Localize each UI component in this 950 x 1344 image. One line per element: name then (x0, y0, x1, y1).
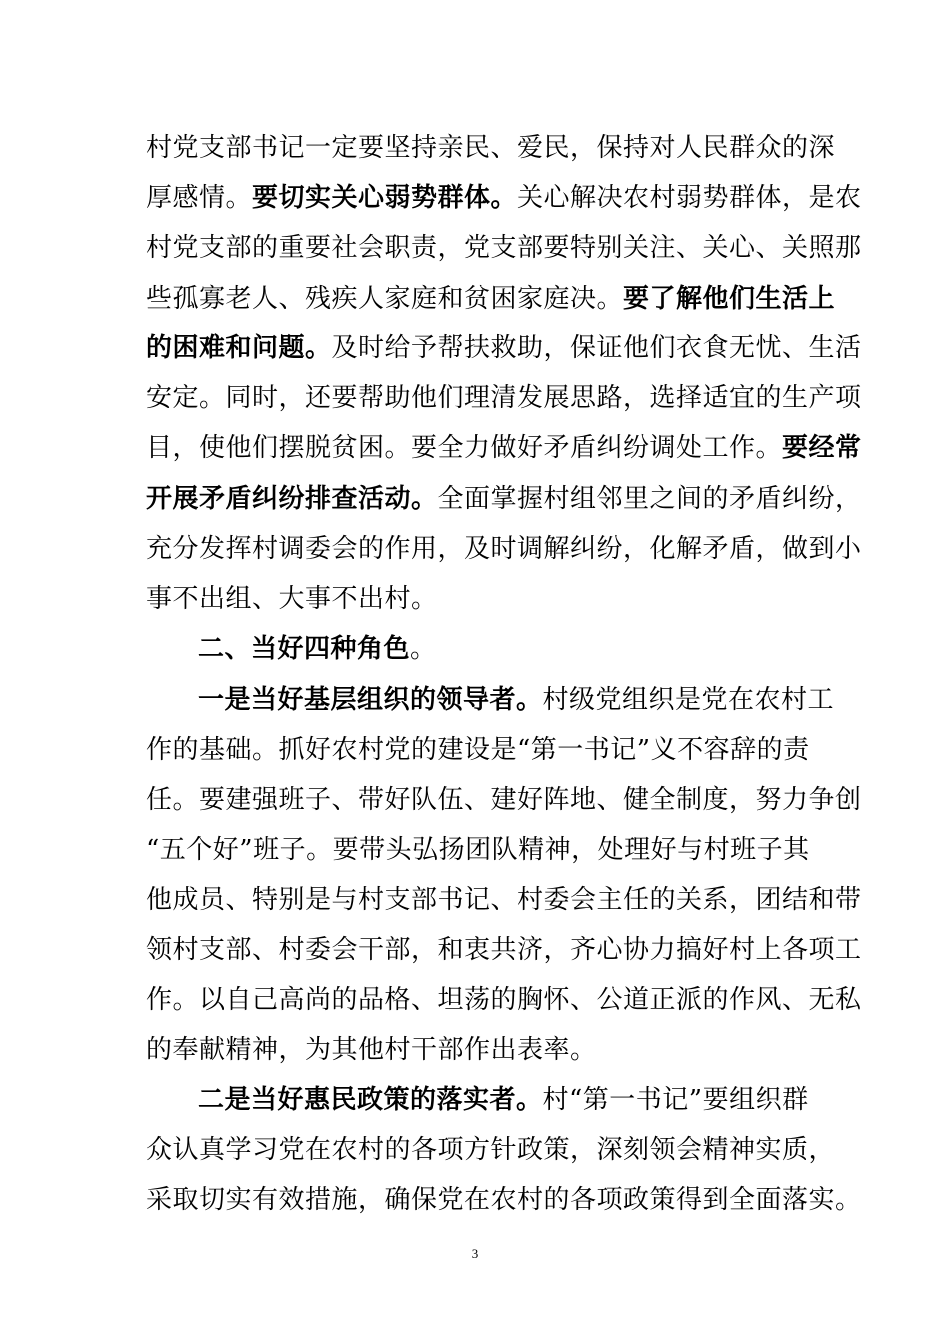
text-segment: 村党支部书记一定要坚持亲民、爱民，保持对人民群众的深 (146, 133, 836, 163)
text-line-9 (146, 532, 862, 566)
page-number: 3 (471, 1246, 479, 1261)
bold-text-segment: 一是当好基层组织的领导者。 (198, 685, 543, 715)
text-segment: 。 (410, 634, 437, 664)
text-line-5 (146, 331, 862, 365)
text-segment: 关心解决农村弱势群体，是农 (517, 183, 862, 213)
text-line-2 (146, 181, 862, 215)
text-segment: 目，使他们摆脱贫困。要全力做好矛盾纠纷调处工作。 (146, 433, 783, 463)
text-line-8 (146, 482, 862, 516)
bold-text-segment: 要切实关心弱势群体。 (252, 183, 518, 213)
bold-text-segment: 二是当好惠民政策的落实者。 (198, 1085, 543, 1115)
bold-text-segment: 要了解他们生活上 (623, 284, 836, 314)
text-line-22 (146, 1183, 862, 1217)
text-line-16 (146, 883, 862, 917)
text-line-6 (146, 381, 862, 415)
text-segment: 及时给予帮扶救助，保证他们衣食无忧、生活 (331, 333, 862, 363)
text-segment: 事不出组、大事不出村。 (146, 584, 438, 614)
text-segment: 采取切实有效措施，确保党在农村的各项政策得到全面落实。 (146, 1185, 862, 1215)
text-segment: 安定。同时，还要帮助他们理清发展思路，选择适宜的生产项 (146, 383, 862, 413)
text-segment: 村“第一书记”要组织群 (542, 1085, 809, 1115)
text-segment: 任。要建强班子、带好队伍、建好阵地、健全制度，努力争创 (146, 785, 862, 815)
text-segment: 的奉献精神，为其他村干部作出表率。 (146, 1035, 597, 1065)
text-segment: 村党支部的重要社会职责，党支部要特别关注、关心、关照那 (146, 233, 862, 263)
text-line-4 (146, 282, 836, 316)
text-line-12 (198, 683, 836, 717)
text-line-15 (146, 833, 836, 867)
section-heading (198, 632, 836, 666)
text-segment: 他成员、特别是与村支部书记、村委会主任的关系，团结和带 (146, 885, 862, 915)
bold-text-segment: 开展矛盾纠纷排查活动。 (146, 484, 438, 514)
text-segment: 作。以自己高尚的品格、坦荡的胸怀、公道正派的作风、无私 (146, 985, 862, 1015)
text-line-17 (146, 933, 862, 967)
bold-text-segment: 要经常 (782, 433, 862, 463)
text-line-14 (146, 783, 862, 817)
text-segment: 些孤寡老人、残疾人家庭和贫困家庭决。 (146, 284, 624, 314)
text-line-19 (146, 1033, 836, 1067)
text-line-10 (146, 582, 836, 616)
text-line-7 (146, 431, 862, 465)
text-segment: 全面掌握村组邻里之间的矛盾纠纷， (437, 484, 862, 514)
text-segment: “五个好”班子。要带头弘扬团队精神，处理好与村班子其 (146, 835, 810, 865)
text-line-1 (146, 131, 836, 165)
text-line-13 (146, 733, 836, 767)
text-line-18 (146, 983, 862, 1017)
text-segment: 作的基础。抓好农村党的建设是“第一书记”义不容辞的责 (146, 735, 810, 765)
bold-text-segment: 的困难和问题。 (146, 333, 332, 363)
bold-text-segment: 二、当好四种角色 (198, 634, 411, 664)
text-segment: 众认真学习党在农村的各项方针政策，深刻领会精神实质， (146, 1135, 836, 1165)
text-line-20 (198, 1083, 836, 1117)
text-line-21 (146, 1133, 836, 1167)
text-segment: 厚感情。 (146, 183, 253, 213)
text-segment: 充分发挥村调委会的作用，及时调解纠纷，化解矛盾，做到小 (146, 534, 862, 564)
text-segment: 领村支部、村委会干部，和衷共济，齐心协力搞好村上各项工 (146, 935, 862, 965)
text-segment: 村级党组织是党在农村工 (542, 685, 835, 715)
text-line-3 (146, 231, 862, 265)
